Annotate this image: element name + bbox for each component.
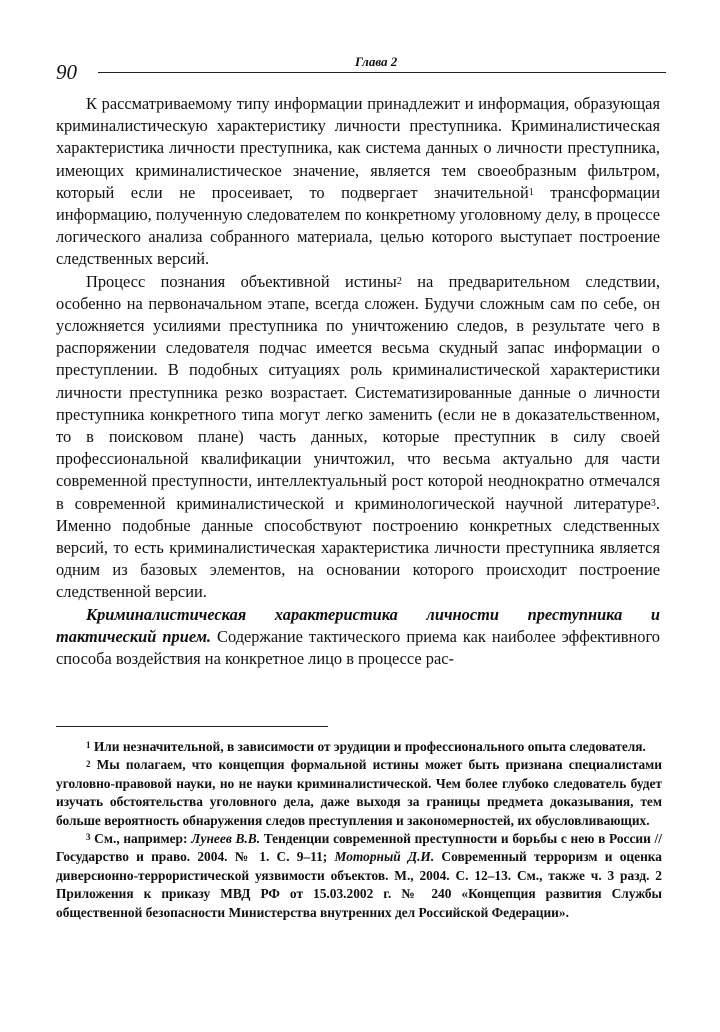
paragraph-2-text-a: Процесс познания объективной истины	[86, 271, 397, 291]
footnote-2-text: Мы полагаем, что концепция формальной истины может быть признана специалистами уголовно-правовой науки, но не науки криминалистической. Чем более глубоко следователь будет изучать обстоятельства уголовного дела, даже выходя за границы предмета доказывания, тем больше вероятность обнаружения следов преступления и закономерностей, их обусловливающих.	[56, 757, 662, 828]
footnote-3	[56, 830, 662, 922]
footnote-1-text: Или незначительной, в зависимости от эрудиции и профессионального опыта следователя.	[90, 739, 646, 754]
paragraph-1-text-a: К рассматриваемому типу информации принадлежит и информация, образующая криминалистическую характеристику личности преступника. Криминалистическая характеристика личности преступника, как система данных о личности преступника, имеющих криминалистическое значение, является тем своеобразным фильтром, который если не просеивает, то подвергает значительной	[56, 94, 660, 202]
page-number: 90	[56, 60, 77, 84]
footnote-3-number: 3	[86, 832, 91, 843]
running-header	[40, 52, 670, 82]
footnote-3-text-a: См., например:	[90, 831, 192, 847]
footnote-ref-1: 1	[528, 186, 534, 198]
paragraph-1	[56, 93, 660, 271]
footnote-rule	[56, 726, 328, 727]
footnote-3-text-b: Тенденции современной преступности и борьбы с нею в России // Государство и право. 2004. № 1. С. 9–11;	[56, 831, 662, 865]
header-rule	[98, 72, 666, 73]
footnote-1	[56, 738, 662, 756]
footnote-2-number: 2	[86, 758, 91, 769]
main-text	[56, 93, 660, 670]
section-heading-inline: Криминалистическая характеристика личности преступника и тактический прием.	[56, 604, 660, 646]
paragraph-2-text-b: на предварительном следствии, особенно на первоначальном этапе, всегда сложен. Будучи сложным сам по себе, он усложняется усилиями преступника по уничтожению следов, в результате чего в распоряжении следователя подчас имеется весьма скудный запас информации о преступлении. В подобных ситуациях роль криминалистической характеристики личности преступника резко возрастает. Систематизированные данные о личности преступника конкретного типа могут легко заменить (если не в доказательственном, то в поисковом плане) часть данных, которые преступник в силу своей профессиональной квалификации уничтожил, что весьма актуально для части современной преступности, интеллектуальный рост которой неоднократно отмечался в современной криминалистической и криминологической научной литературе	[56, 271, 660, 513]
footnote-ref-2: 2	[396, 275, 402, 287]
footnote-ref-3: 3	[650, 497, 656, 509]
chapter-title: Глава 2	[355, 54, 398, 69]
footnote-3-author-1: Лунеев В.В.	[191, 831, 261, 847]
paragraph-2-text-c: . Именно подобные данные способствуют построению конкретных следственных версий, то есть криминалистическая характеристика личности преступника является одним из базовых элементов, на основании которого происходит построение следственной версии.	[56, 493, 660, 602]
footnote-3-author-2: Моторный Д.И.	[334, 849, 435, 865]
footnote-3-text-c: Современный терроризм и оценка диверсионно-террористической уязвимости объектов. М., 2004. С. 12–13. См., также ч. 3 разд. 2 Приложения к приказу МВД РФ от 15.03.2002 г. № 240 «Концепция развития Службы общественной безопасности Министерства внутренних дел Российской Федерации».	[56, 849, 662, 920]
paragraph-2	[56, 271, 660, 604]
footnotes	[56, 738, 662, 922]
footnote-1-number: 1	[86, 740, 91, 751]
footnote-2	[56, 756, 662, 830]
paragraph-3	[56, 604, 660, 671]
paragraph-3-text: Содержание тактического приема как наиболее эффективного способа воздействия на конкретное лицо в процессе рас-	[56, 626, 660, 669]
paragraph-1-text-b: трансформации информацию, полученную следователем по конкретному уголовному делу, в процессе логического анализа собранного материала, целью которого выступает построение следственных версий.	[56, 182, 660, 269]
